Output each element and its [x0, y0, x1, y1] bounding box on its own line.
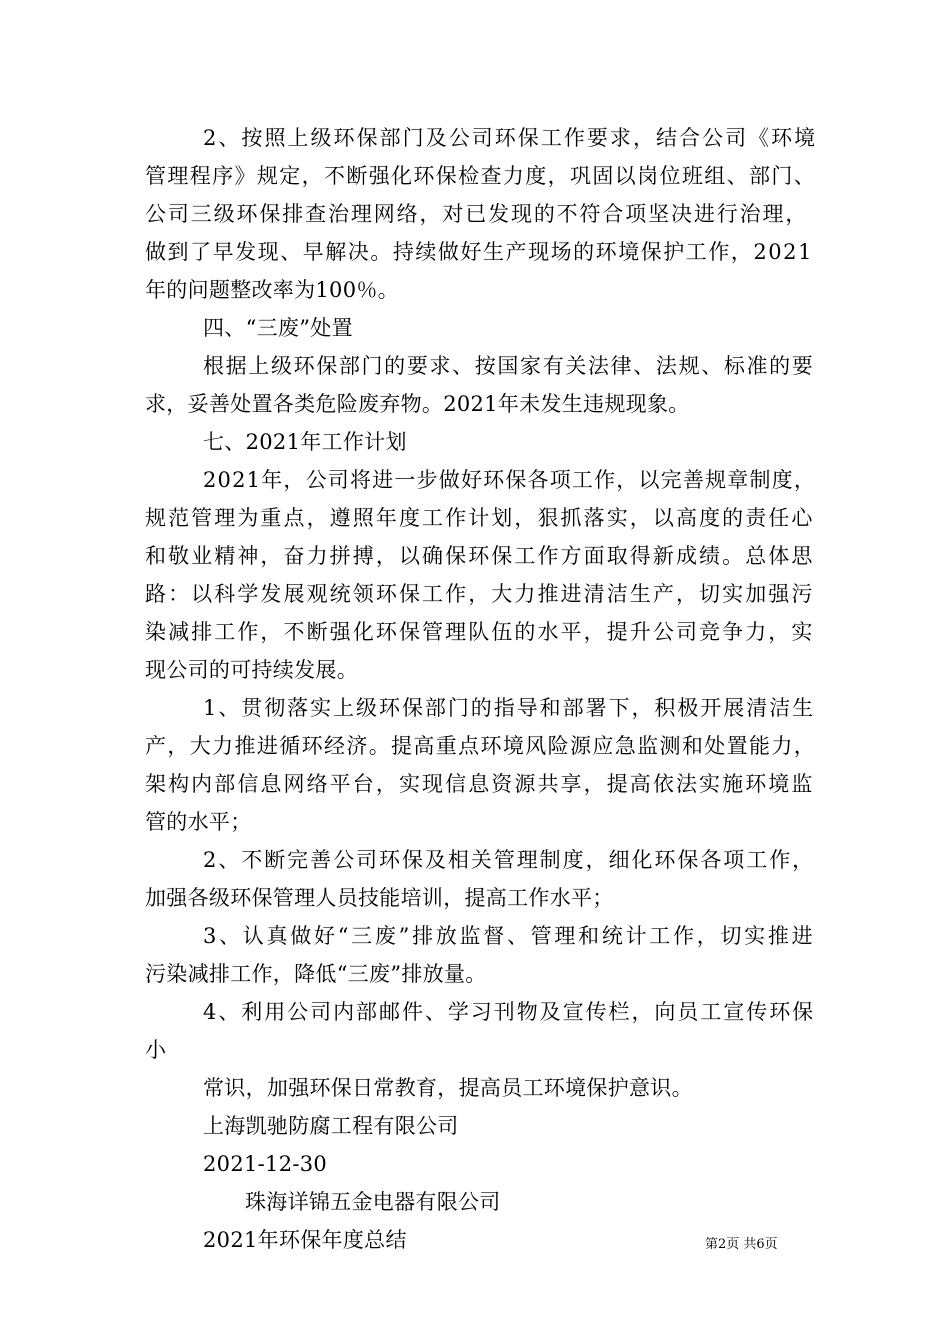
text-line: 公司三级环保排查治理网络，对已发现的不符合项坚决进行治理， — [145, 202, 809, 226]
company-name: 上海凯驰防腐工程有限公司 — [203, 1114, 459, 1138]
text-line: 年的问题整改率为100％。 — [145, 278, 399, 302]
text-line: 染减排工作，不断强化环保管理队伍的水平，提升公司竞争力，实 — [145, 620, 815, 644]
section-heading: 七、2021年工作计划 — [203, 430, 407, 454]
page-number: 第2页 共6页 — [705, 1237, 778, 1252]
text-line: 污染减排工作，降低“三废”排放量。 — [145, 962, 487, 986]
text-line: 根据上级环保部门的要求、按国家有关法律、法规、标准的要 — [203, 354, 815, 378]
date: 2021-12-30 — [203, 1152, 328, 1176]
list-item: 4、利用公司内部邮件、学习刊物及宣传栏，向员工宣传环保 — [203, 1000, 816, 1024]
document-title: 2021年环保年度总结 — [203, 1228, 407, 1252]
section-heading: 四、“三废”处置 — [203, 316, 353, 340]
text-line: 小 — [145, 1038, 167, 1062]
list-item: 3、认真做好“三废”排放监督、管理和统计工作，切实推进 — [203, 924, 816, 948]
text-line: 现公司的可持续发展。 — [145, 658, 358, 682]
text-line: 和敬业精神，奋力拼搏，以确保环保工作方面取得新成绩。总体思 — [145, 544, 815, 568]
text-line: 管的水平； — [145, 810, 252, 834]
text-line: 2、按照上级环保部门及公司环保工作要求，结合公司《环境 — [203, 126, 818, 150]
text-line: 2021年，公司将进一步做好环保各项工作，以完善规章制度， — [203, 468, 817, 492]
text-line: 做到了早发现、早解决。持续做好生产现场的环境保护工作，2021 — [145, 240, 813, 264]
list-item: 1、贯彻落实上级环保部门的指导和部署下，积极开展清洁生 — [203, 696, 816, 720]
text-line: 管理程序》规定，不断强化环保检查力度，巩固以岗位班组、部门、 — [145, 164, 817, 188]
text-line: 架构内部信息网络平台，实现信息资源共享，提高依法实施环境监 — [145, 772, 815, 796]
text-line: 路：以科学发展观统领环保工作，大力推进清洁生产，切实加强污 — [145, 582, 815, 606]
text-line: 求，妥善处置各类危险废弃物。2021年未发生违规现象。 — [145, 392, 690, 416]
text-line: 产，大力推进循环经济。提高重点环境风险源应急监测和处置能力， — [145, 734, 817, 758]
list-item: 2、不断完善公司环保及相关管理制度，细化环保各项工作， — [203, 848, 816, 872]
company-name: 珠海详锦五金电器有限公司 — [245, 1190, 501, 1214]
text-line: 规范管理为重点，遵照年度工作计划，狠抓落实，以高度的责任心 — [145, 506, 815, 530]
text-line: 加强各级环保管理人员技能培训，提高工作水平； — [145, 886, 614, 910]
text-line: 常识，加强环保日常教育，提高员工环境保护意识。 — [203, 1076, 693, 1100]
